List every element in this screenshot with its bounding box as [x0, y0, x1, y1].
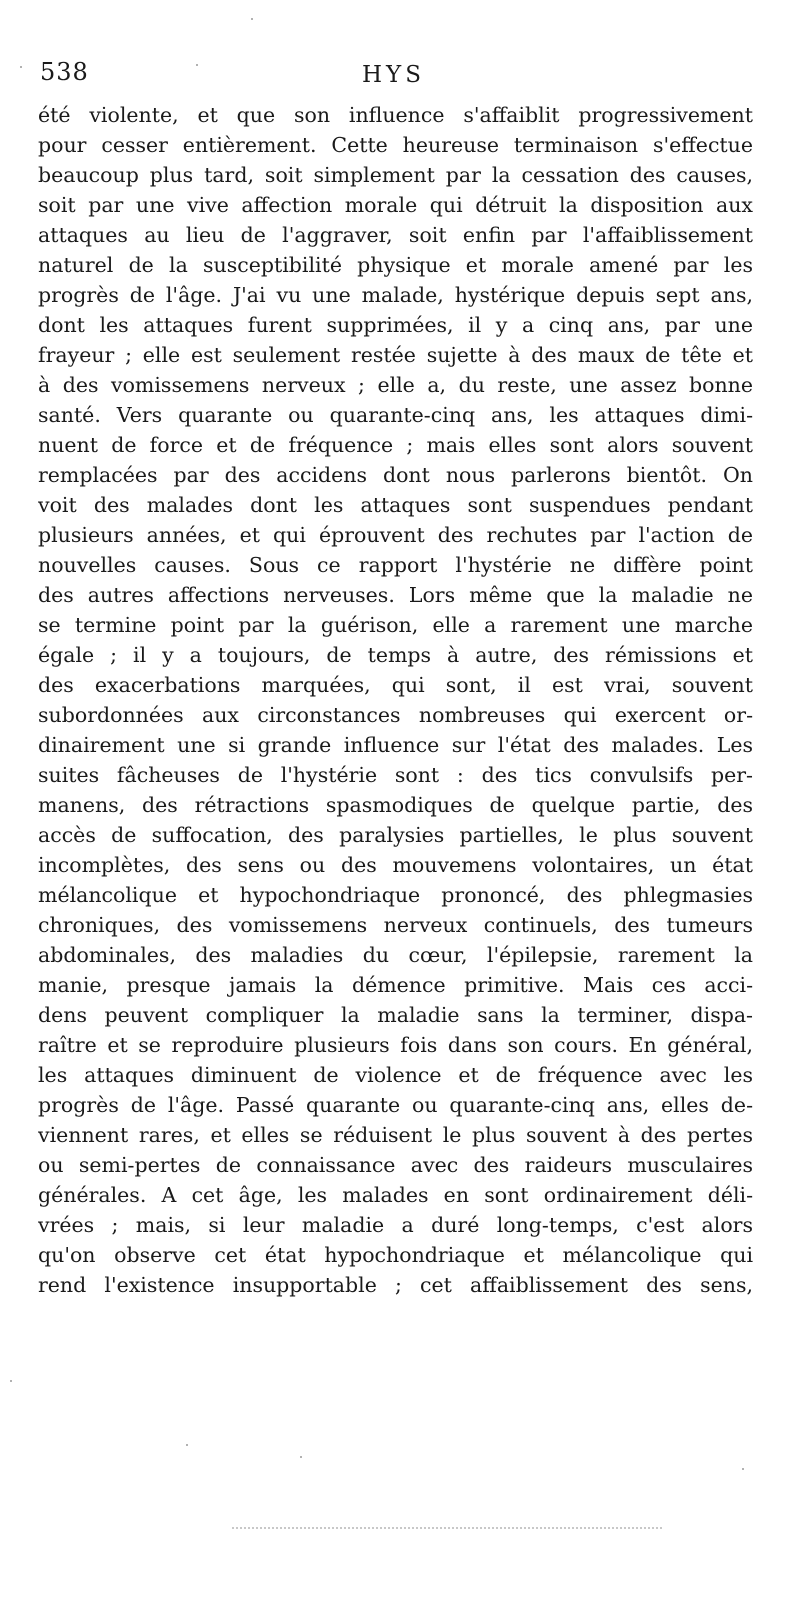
- text-line: se termine point par la guérison, elle a rarement une marche: [38, 613, 753, 637]
- text-line: chroniques, des vomissemens nerveux continuels, des tumeurs: [38, 913, 753, 937]
- text-line: progrès de l'âge. J'ai vu une malade, hystérique depuis sept ans,: [38, 283, 753, 307]
- text-line: naturel de la susceptibilité physique et morale amené par les: [38, 253, 753, 277]
- text-line: voit des malades dont les attaques sont suspendues pendant: [38, 493, 753, 517]
- text-line: générales. A cet âge, les malades en sont ordinairement déli-: [38, 1183, 753, 1207]
- text-line: santé. Vers quarante ou quarante-cinq ans, les attaques dimi-: [38, 403, 753, 427]
- text-line: rend l'existence insupportable ; cet affaiblissement des sens,: [38, 1273, 753, 1297]
- text-line: manie, presque jamais la démence primitive. Mais ces acci-: [38, 973, 753, 997]
- scan-speck: [251, 18, 253, 20]
- text-line: ou semi-pertes de connaissance avec des raideurs musculaires: [38, 1153, 753, 1177]
- text-line: subordonnées aux circonstances nombreuses qui exercent or-: [38, 703, 753, 727]
- text-line: vrées ; mais, si leur maladie a duré long-temps, c'est alors: [38, 1213, 753, 1237]
- text-line: incomplètes, des sens ou des mouvemens volontaires, un état: [38, 853, 753, 877]
- running-head: HYS: [362, 62, 425, 88]
- text-line: qu'on observe cet état hypochondriaque et mélancolique qui: [38, 1243, 753, 1267]
- scan-speck: [742, 1468, 744, 1470]
- text-line: été violente, et que son influence s'affaiblit progressivement: [38, 103, 753, 127]
- text-line: dens peuvent compliquer la maladie sans la terminer, dispa-: [38, 1003, 753, 1027]
- text-line: attaques au lieu de l'aggraver, soit enfin par l'affaiblissement: [38, 223, 753, 247]
- page-header: [40, 58, 760, 98]
- page-number: 538: [40, 58, 89, 86]
- text-line: mélancolique et hypochondriaque prononcé, des phlegmasies: [38, 883, 753, 907]
- text-line: à des vomissemens nerveux ; elle a, du reste, une assez bonne: [38, 373, 753, 397]
- text-line: suites fâcheuses de l'hystérie sont : des tics convulsifs per-: [38, 763, 753, 787]
- scan-speck: [10, 1380, 12, 1382]
- text-line: remplacées par des accidens dont nous parlerons bientôt. On: [38, 463, 753, 487]
- scan-speck: [20, 66, 22, 68]
- text-line: des autres affections nerveuses. Lors même que la maladie ne: [38, 583, 753, 607]
- text-line: nouvelles causes. Sous ce rapport l'hystérie ne diffère point: [38, 553, 753, 577]
- text-line: abdominales, des maladies du cœur, l'épilepsie, rarement la: [38, 943, 753, 967]
- text-line: frayeur ; elle est seulement restée sujette à des maux de tête et: [38, 343, 753, 367]
- text-line: pour cesser entièrement. Cette heureuse terminaison s'effectue: [38, 133, 753, 157]
- footer-rule: [232, 1527, 662, 1529]
- text-line: des exacerbations marquées, qui sont, il est vrai, souvent: [38, 673, 753, 697]
- text-line: manens, des rétractions spasmodiques de quelque partie, des: [38, 793, 753, 817]
- scan-speck: [186, 1444, 188, 1446]
- text-line: nuent de force et de fréquence ; mais elles sont alors souvent: [38, 433, 753, 457]
- text-line: beaucoup plus tard, soit simplement par la cessation des causes,: [38, 163, 753, 187]
- text-line: progrès de l'âge. Passé quarante ou quarante-cinq ans, elles de-: [38, 1093, 753, 1117]
- text-line: égale ; il y a toujours, de temps à autre, des rémissions et: [38, 643, 753, 667]
- text-line: plusieurs années, et qui éprouvent des rechutes par l'action de: [38, 523, 753, 547]
- text-line: soit par une vive affection morale qui détruit la disposition aux: [38, 193, 753, 217]
- scan-speck: [196, 64, 198, 66]
- text-line: les attaques diminuent de violence et de fréquence avec les: [38, 1063, 753, 1087]
- text-line: viennent rares, et elles se réduisent le plus souvent à des pertes: [38, 1123, 753, 1147]
- text-line: raître et se reproduire plusieurs fois dans son cours. En général,: [38, 1033, 753, 1057]
- text-line: dont les attaques furent supprimées, il y a cinq ans, par une: [38, 313, 753, 337]
- text-line: accès de suffocation, des paralysies partielles, le plus souvent: [38, 823, 753, 847]
- body-text: [38, 100, 753, 1300]
- text-line: dinairement une si grande influence sur l'état des malades. Les: [38, 733, 753, 757]
- scan-speck: [300, 1456, 302, 1458]
